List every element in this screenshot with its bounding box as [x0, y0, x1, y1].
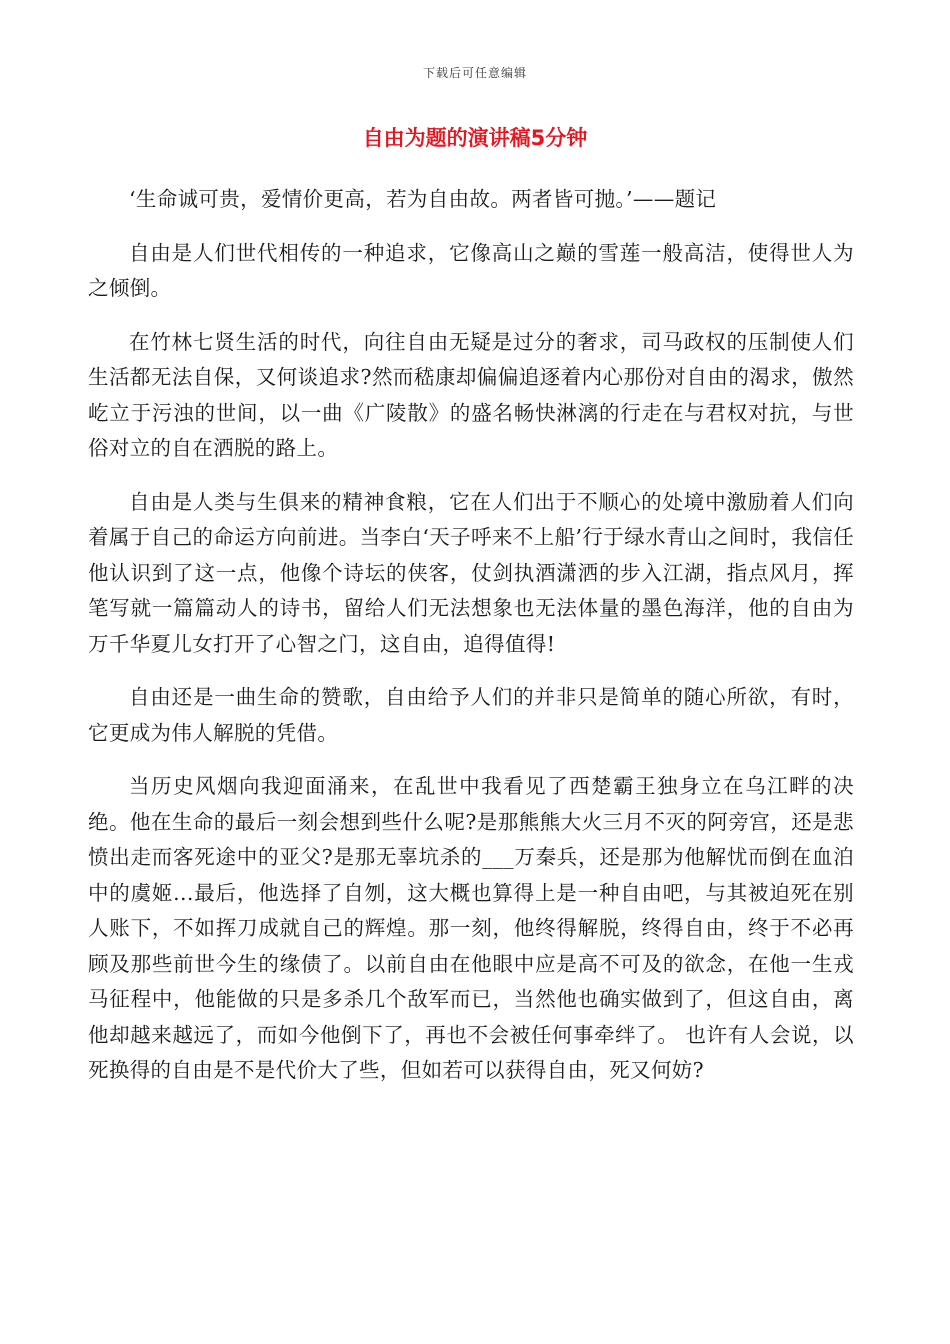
document-title: 自由为题的演讲稿5分钟: [362, 126, 588, 150]
paragraph-gap: [88, 751, 854, 769]
paragraph-gap: [88, 662, 854, 680]
document-body: [88, 182, 854, 1089]
paragraph-3: 自由是人类与生俱来的精神食粮，它在人们出于不顺心的处境中激励着人们向着属于自己的命运方向前进。当李白‘天子呼来不上船’行于绿水青山之间时，我信任他认识到了这一点，他像个诗坛的侠客，仗剑执酒潇洒的步入江湖，指点风月，挥笔写就一篇篇动人的诗书，留给人们无法想象也无法体量的墨色海洋，他的自由为万千华夏儿女打开了心智之门，这自由，追得值得!: [88, 489, 854, 656]
paragraph-5: 当历史风烟向我迎面涌来，在乱世中我看见了西楚霸王独身立在乌江畔的决绝。他在生命的最后一刻会想到些什么呢?是那熊熊大火三月不灭的阿旁宫，还是悲愤出走而客死途中的亚父?是那无辜坑杀的___万秦兵，还是那为他解忧而倒在血泊中的虞姬...最后，他选择了自刎，这大概也算得上是一种自由吧，与其被迫死在别人账下，不如挥刀成就自己的辉煌。那一刻，他终得解脱，终得自由，终于不必再顾及那些前世今生的缘债了。以前自由在他眼中应是高不可及的欲念，在他一生戎马征程中，他能做的只是多杀几个敌军而已，当然他也确实做到了，但这自由，离他却越来越远了，而如今他倒下了，再也不会被任何事牵绊了。 也许有人会说，以死换得的自由是不是代价大了些，但如若可以获得自由，死又何妨?: [88, 774, 854, 1082]
header-note: 下载后可任意编辑: [422, 66, 527, 80]
paragraph-gap: [88, 467, 854, 485]
epigraph: ‘生命诚可贵，爱情价更高，若为自由故。两者皆可抛。’——题记: [129, 187, 717, 211]
paragraph-1: 自由是人们世代相传的一种追求，它像高山之巅的雪莲一般高洁，使得世人为之倾倒。: [88, 240, 854, 300]
paragraph-4: 自由还是一曲生命的赞歌，自由给予人们的并非只是简单的随心所欲，有时，它更成为伟人解脱的凭借。: [88, 685, 854, 745]
paragraph-gap: [88, 307, 854, 325]
paragraph-2: 在竹林七贤生活的时代，向往自由无疑是过分的奢求，司马政权的压制使人们生活都无法自保，又何谈追求?然而嵇康却偏偏追逐着内心那份对自由的渴求，傲然屹立于污浊的世间，以一曲《广陵散》的盛名畅快淋漓的行走在与君权对抗，与世俗对立的自在洒脱的路上。: [88, 329, 854, 460]
